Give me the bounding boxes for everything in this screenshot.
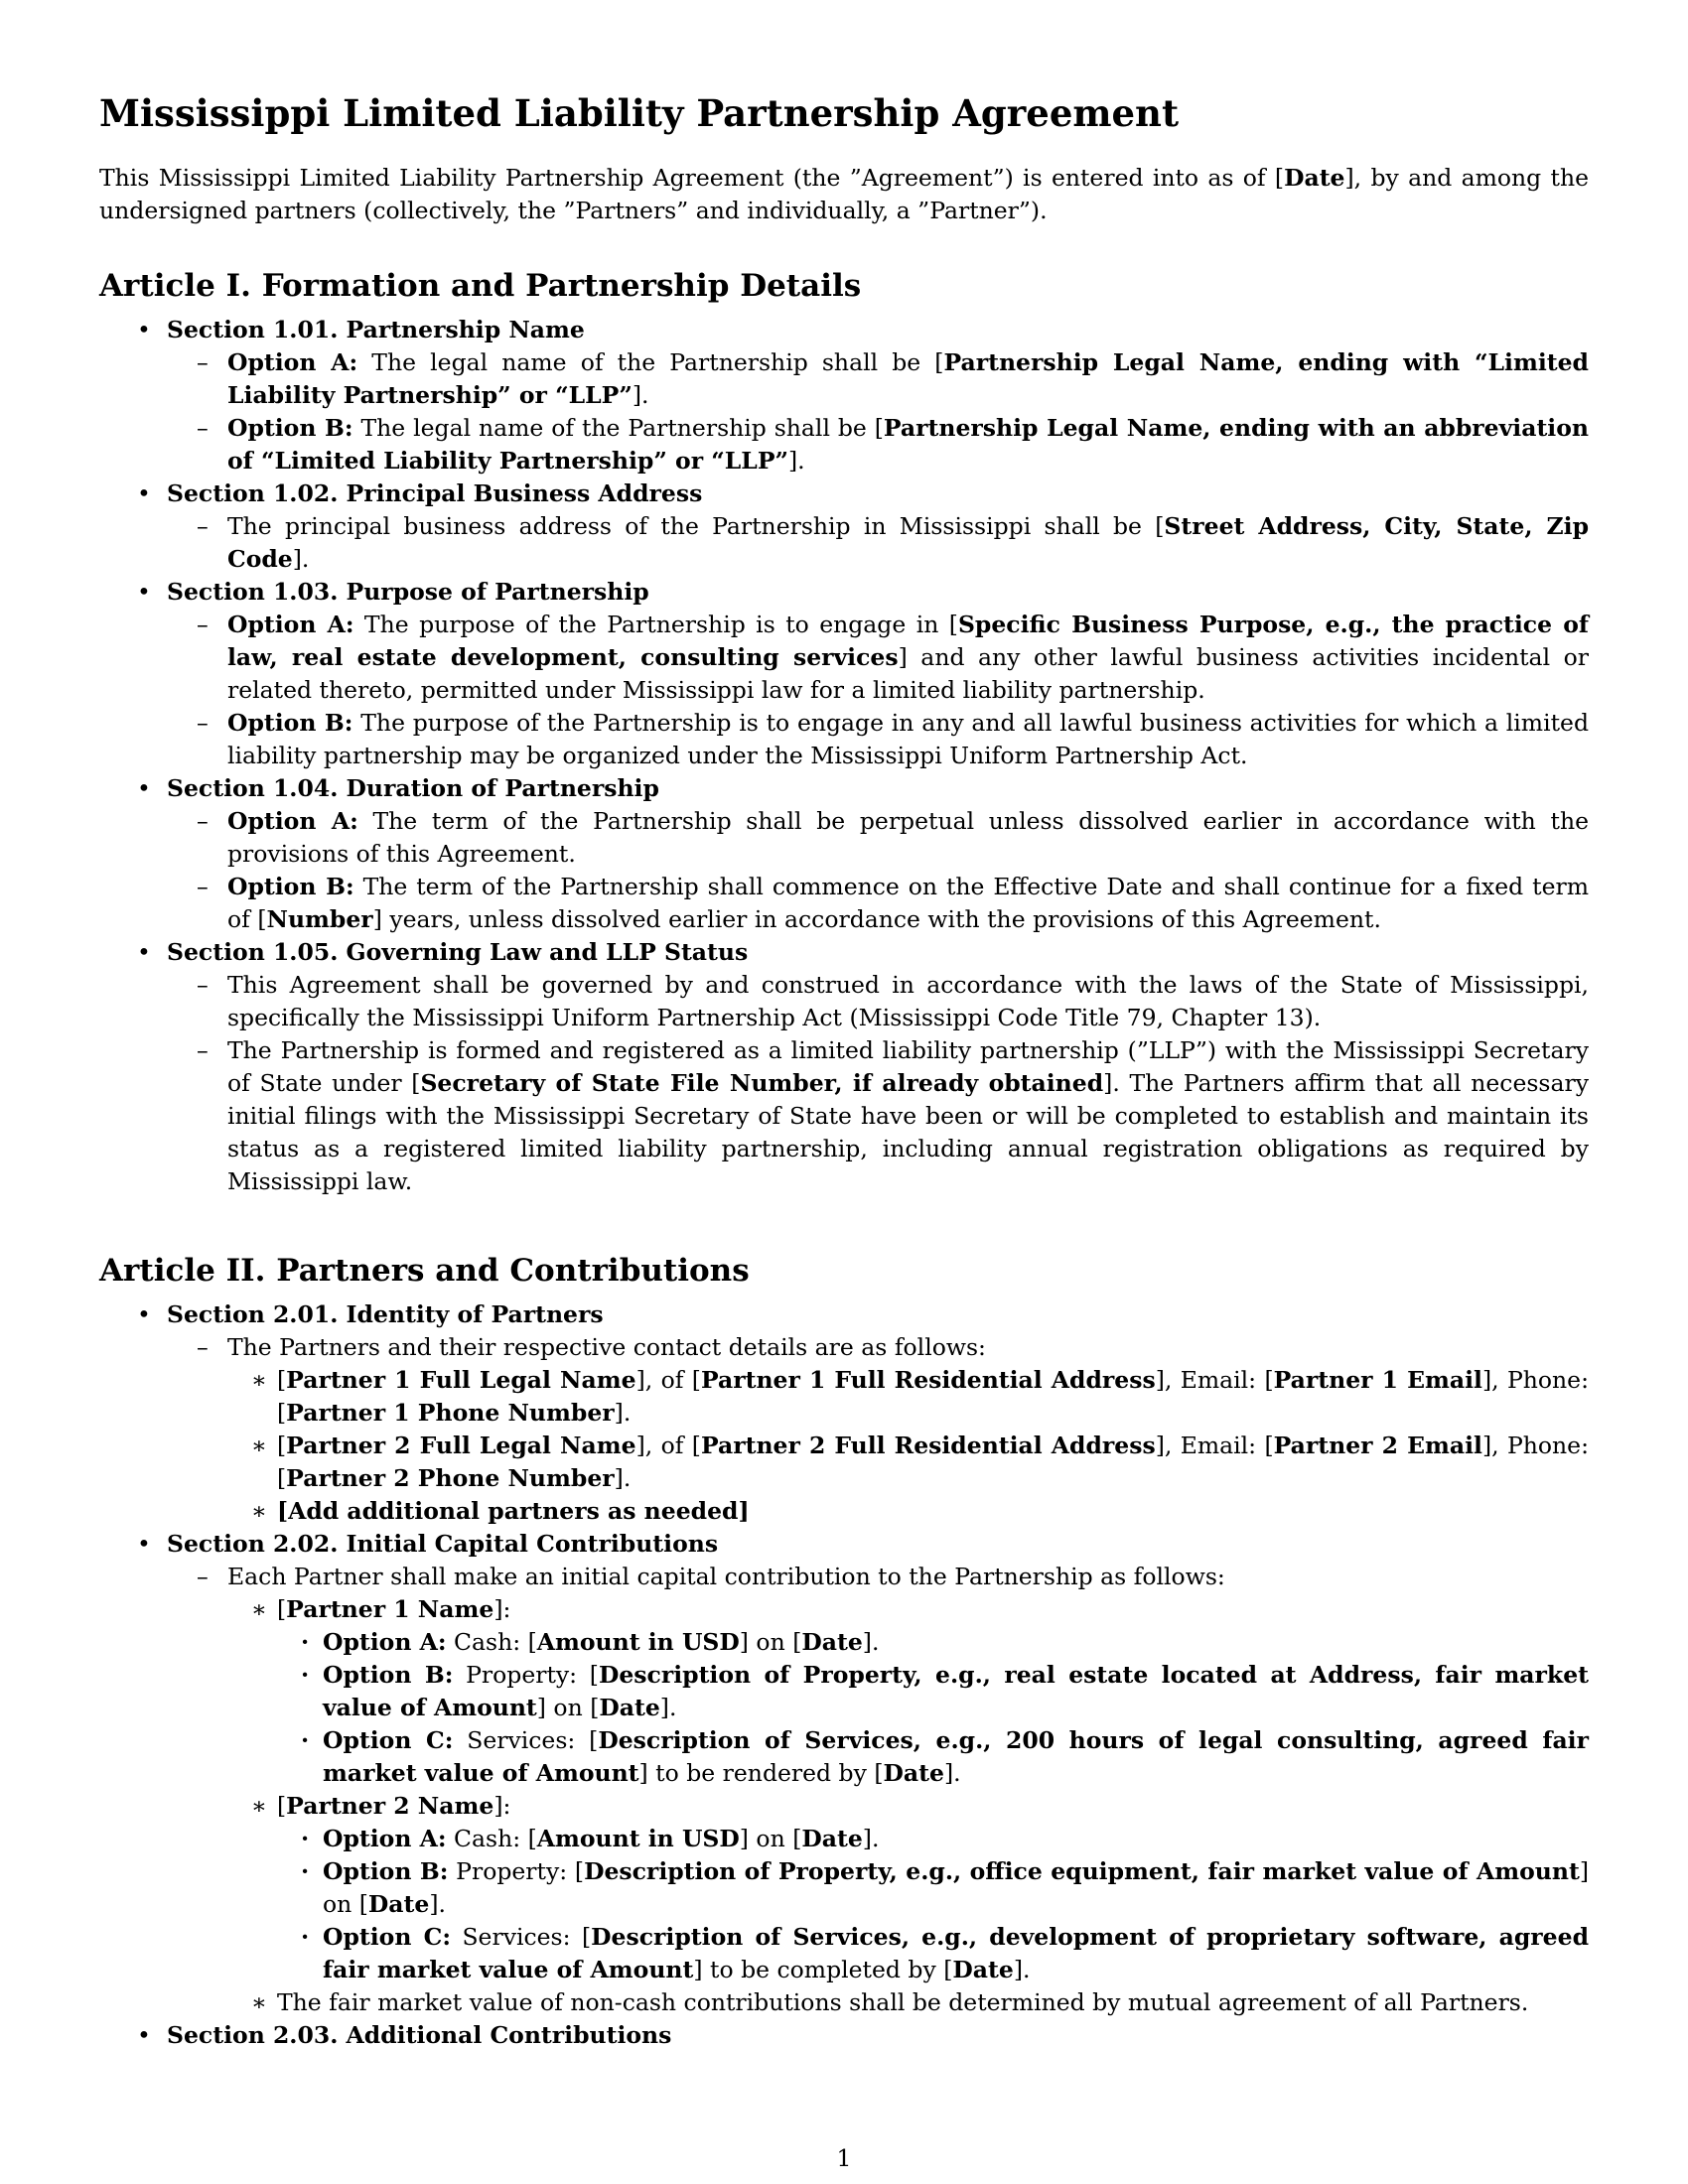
article-1-sections bbox=[99, 314, 1589, 1198]
section-1-02 bbox=[99, 478, 1589, 576]
section-title: Section 1.02. Principal Business Address bbox=[167, 479, 703, 507]
option-item: – Option A: The term of the Partnership shall be perpetual unless dissolved earlier in accordance with the provisions of this Agreement. bbox=[167, 805, 1589, 871]
placeholder: Street Address, City, State, Zip Code bbox=[227, 512, 1589, 573]
placeholder: Partnership Legal Name, ending with “Limited Liability Partnership” or “LLP” bbox=[227, 348, 1589, 409]
clause-item: – The Partners and their respective contact details are as follows: ∗ [Partner 1 Full Legal Name], of [Partner 1 Full Residential Address], Email: [Partner 1 Email], Phone: [Partner 1 Phone Number]. ∗ [Partner 2 Full Legal Name], of [Partner 2 Full Residential Address], Email: [Partner 2 Email], Phone: [Partner 2 Phone Number]. ∗ [Add additional partners as needed] bbox=[167, 1331, 1589, 1528]
partner-entry: ∗ [Partner 1 Full Legal Name], of [Partner 1 Full Residential Address], Email: [Partner 1 Email], Phone: [Partner 1 Phone Number]. bbox=[227, 1364, 1589, 1430]
placeholder: Specific Business Purpose, e.g., the practice of law, real estate development, consulting services bbox=[227, 611, 1589, 671]
document-page bbox=[99, 0, 1589, 2184]
option-item: – Option A: The purpose of the Partnership is to engage in [Specific Business Purpose, e.g., the practice of law, real estate development, consulting services] and any other lawful business activities incidental or related thereto, permitted under Mississippi law for a limited liability partnership. bbox=[167, 609, 1589, 707]
partner-contribution: ∗ [Partner 1 Name]: · Option A: Cash: [Amount in USD] on [Date]. · Option B: Property: [Description of Property, e.g., real estate located at Address, fair market value of Amount] on [Date]. · Option C: Services: [Description of Services, e.g., 200 hours of legal consulting, agreed fair market value of Amount] to be rendered by [Date]. bbox=[227, 1593, 1589, 1790]
article-1 bbox=[99, 266, 1589, 1198]
article-2 bbox=[99, 1251, 1589, 2052]
section-title: Section 2.01. Identity of Partners bbox=[167, 1300, 604, 1328]
section-title: Section 2.03. Additional Contributions bbox=[167, 2021, 672, 2049]
page-number: 1 bbox=[836, 2144, 852, 2172]
option-item: · Option B: Property: [Description of Property, e.g., real estate located at Address, fair market value of Amount] on [Date]. bbox=[277, 1659, 1589, 1724]
article-2-heading: Article II. Partners and Contributions bbox=[99, 1253, 750, 1289]
section-title: Section 1.05. Governing Law and LLP Status bbox=[167, 938, 749, 966]
clause-item: – The principal business address of the Partnership in Mississippi shall be [Street Address, City, State, Zip Code]. bbox=[167, 510, 1589, 576]
intro-paragraph: This Mississippi Limited Liability Partnership Agreement (the ”Agreement”) is entered into as of [Date], by and among the undersigned partners (collectively, the ”Partners” and individually, a ”Partner”). bbox=[99, 164, 1590, 224]
section-title: Section 2.02. Initial Capital Contributions bbox=[167, 1530, 719, 1558]
placeholder: Secretary of State File Number, if already obtained bbox=[420, 1069, 1104, 1097]
section-title: Section 1.04. Duration of Partnership bbox=[167, 774, 659, 802]
option-item: – Option B: The purpose of the Partnership is to engage in any and all lawful business activities for which a limited liability partnership may be organized under the Mississippi Uniform Partnership Act. bbox=[167, 707, 1589, 772]
option-item: – Option A: The legal name of the Partnership shall be [Partnership Legal Name, ending with “Limited Liability Partnership” or “LLP”]. bbox=[167, 346, 1589, 412]
fmv-note: ∗ The fair market value of non-cash contributions shall be determined by mutual agreement of all Partners. bbox=[227, 1986, 1589, 2019]
section-1-03 bbox=[99, 576, 1589, 772]
placeholder: Partnership Legal Name, ending with an abbreviation of “Limited Liability Partnership” or “LLP” bbox=[227, 414, 1589, 475]
document-title: Mississippi Limited Liability Partnership Agreement bbox=[99, 91, 1180, 135]
option-item: · Option A: Cash: [Amount in USD] on [Date]. bbox=[277, 1823, 1589, 1855]
option-item: – Option B: The term of the Partnership shall commence on the Effective Date and shall continue for a fixed term of [Number] years, unless dissolved earlier in accordance with the provisions of this Agreement. bbox=[167, 871, 1589, 936]
section-title: Section 1.03. Purpose of Partnership bbox=[167, 578, 649, 606]
partner-entry: ∗ [Add additional partners as needed] bbox=[227, 1495, 1589, 1528]
option-item: · Option C: Services: [Description of Services, e.g., development of proprietary software, agreed fair market value of Amount] to be completed by [Date]. bbox=[277, 1921, 1589, 1986]
partner-contribution: ∗ [Partner 2 Name]: · Option A: Cash: [Amount in USD] on [Date]. · Option B: Property: [Description of Property, e.g., office equipment, fair market value of Amount] on [Date]. · Option C: Services: [Description of Services, e.g., development of proprietary software, agreed fair market value of Amount] to be completed by [Date]. bbox=[227, 1790, 1589, 1986]
option-item: · Option C: Services: [Description of Services, e.g., 200 hours of legal consulting, agreed fair market value of Amount] to be rendered by [Date]. bbox=[277, 1724, 1589, 1790]
section-2-02 bbox=[99, 1528, 1589, 2019]
section-1-04 bbox=[99, 772, 1589, 936]
section-1-01 bbox=[99, 314, 1589, 478]
option-item: · Option A: Cash: [Amount in USD] on [Date]. bbox=[277, 1626, 1589, 1659]
clause-item: – Each Partner shall make an initial capital contribution to the Partnership as follows: ∗ [Partner 1 Name]: · Option A: Cash: [Amount in USD] on [Date]. · Option B: Property: [Description of Property, e.g., real estate located at Address, fair market value of Amount] on [Date]. · Option C: Services: [Description of Services, e.g., 200 hours of legal consulting, agreed fair market value of Amount] to be rendered by [Date]. ∗ [Partner 2 Name]: · Option A: Cash: [Amount in USD] on [Date]. · Option B: Property: [Description of Property, e.g., office equipment, fair market value of Amount] on [Date]. · Option C: Services: [Description of Services, e.g., development of proprietary software, agreed fair market value of Amount] to be completed by [Date]. ∗ The fair market value of non-cash contributions shall be determined by mutual agreement of all Partners. bbox=[167, 1561, 1589, 2019]
partner-entry: ∗ [Partner 2 Full Legal Name], of [Partner 2 Full Residential Address], Email: [Partner 2 Email], Phone: [Partner 2 Phone Number]. bbox=[227, 1430, 1589, 1495]
option-item: – Option B: The legal name of the Partnership shall be [Partnership Legal Name, ending with an abbreviation of “Limited Liability Partnership” or “LLP”]. bbox=[167, 412, 1589, 478]
section-title: Section 1.01. Partnership Name bbox=[167, 316, 585, 343]
article-2-sections bbox=[99, 1298, 1589, 2052]
clause-item: – The Partnership is formed and registered as a limited liability partnership (”LLP”) with the Mississippi Secretary of State under [Secretary of State File Number, if already obtained]. The Partners affirm that all necessary initial filings with the Mississippi Secretary of State have been or will be completed to establish and maintain its status as a registered limited liability partnership, including annual registration obligations as required by Mississippi law. bbox=[167, 1034, 1589, 1198]
placeholder-date: Date bbox=[1284, 164, 1345, 192]
article-1-heading: Article I. Formation and Partnership Details bbox=[99, 268, 862, 304]
section-1-05 bbox=[99, 936, 1589, 1198]
clause-item: – This Agreement shall be governed by and construed in accordance with the laws of the State of Mississippi, specifically the Mississippi Uniform Partnership Act (Mississippi Code Title 79, Chapter 13). bbox=[167, 969, 1589, 1034]
section-2-03 bbox=[99, 2019, 1589, 2052]
section-2-01 bbox=[99, 1298, 1589, 1528]
placeholder: Number bbox=[266, 905, 373, 933]
option-item: · Option B: Property: [Description of Property, e.g., office equipment, fair market value of Amount] on [Date]. bbox=[277, 1855, 1589, 1921]
